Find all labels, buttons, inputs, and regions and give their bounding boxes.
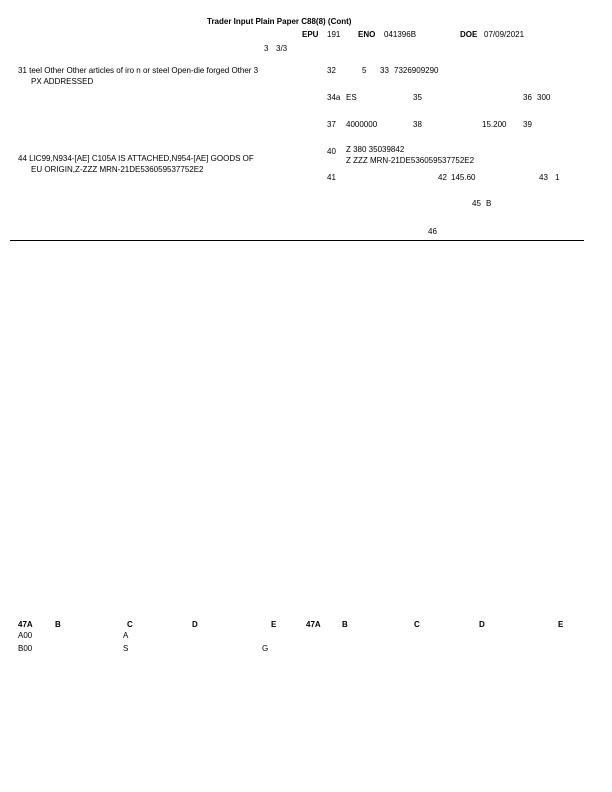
table47-row2-code: B00	[18, 644, 33, 653]
box35-label: 35	[413, 93, 422, 102]
form-title: Trader Input Plain Paper C88(8) (Cont)	[207, 17, 352, 26]
box36-label: 36	[523, 93, 532, 102]
box31-description-line2: PX ADDRESSED	[31, 77, 94, 86]
eno-label: ENO	[358, 30, 376, 39]
box34a-value: ES	[346, 93, 357, 102]
box37-value: 4000000	[346, 120, 378, 129]
box46-label: 46	[428, 227, 437, 236]
box38-value: 15.200	[482, 120, 507, 129]
table47-left-header-e: E	[271, 620, 277, 629]
table47-right-header-b: B	[342, 620, 348, 629]
box36-value: 300	[537, 93, 551, 102]
table47-row1-code: A00	[18, 631, 33, 640]
box40-line2: Z ZZZ MRN-21DE536059537752E2	[346, 156, 475, 165]
table47-right-header-d: D	[479, 620, 485, 629]
box34a-label: 34a	[327, 93, 341, 102]
eno-value: 041396B	[384, 30, 417, 39]
box39-label: 39	[523, 120, 532, 129]
page-number: 3	[264, 44, 269, 53]
table47-right-header-e: E	[558, 620, 564, 629]
epu-value: 191	[327, 30, 341, 39]
box40-line1: Z 380 35039842	[346, 145, 405, 154]
box43-value: 1	[555, 173, 560, 182]
section-divider	[10, 240, 584, 241]
box33-label: 33	[380, 66, 389, 75]
box43-label: 43	[539, 173, 548, 182]
box33-value: 7326909290	[394, 66, 439, 75]
box45-value: B	[486, 199, 492, 208]
box32-label: 32	[327, 66, 336, 75]
table47-left-header-47a: 47A	[18, 620, 33, 629]
table47-row1-c: A	[123, 631, 129, 640]
table47-right-header-47a: 47A	[306, 620, 321, 629]
box42-label: 42	[438, 173, 447, 182]
box37-label: 37	[327, 120, 336, 129]
table47-row2-e: G	[262, 644, 269, 653]
table47-right-header-c: C	[414, 620, 420, 629]
epu-label: EPU	[302, 30, 319, 39]
box32-value: 5	[362, 66, 367, 75]
page-of: 3/3	[276, 44, 288, 53]
doe-value: 07/09/2021	[484, 30, 525, 39]
box40-label: 40	[327, 147, 336, 156]
box45-label: 45	[472, 199, 481, 208]
box38-label: 38	[413, 120, 422, 129]
box42-value: 145.60	[451, 173, 476, 182]
table47-left-header-d: D	[192, 620, 198, 629]
table47-left-header-b: B	[55, 620, 61, 629]
box41-label: 41	[327, 173, 336, 182]
box44-line2: EU ORIGIN,Z-ZZZ MRN-21DE536059537752E2	[31, 165, 204, 174]
box31-description-line1: 31 teel Other Other articles of iro n or steel Open-die forged Other 3	[18, 66, 259, 75]
table47-left-header-c: C	[127, 620, 133, 629]
table47-row2-c: S	[123, 644, 129, 653]
doe-label: DOE	[460, 30, 478, 39]
box44-line1: 44 LIC99,N934-[AE] C105A IS ATTACHED,N954-[AE] GOODS OF	[18, 154, 254, 163]
